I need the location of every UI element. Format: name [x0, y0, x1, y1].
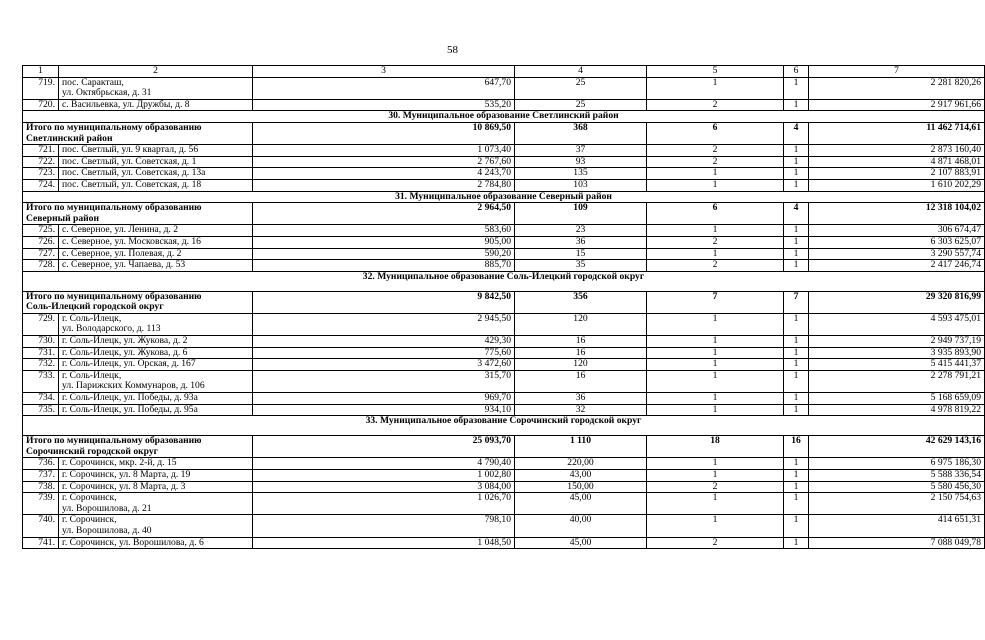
column-number-row [23, 66, 985, 78]
cell-area: 969,70 [253, 393, 515, 405]
cell-count-a: 1 [647, 370, 784, 392]
cell-row-number: 738. [23, 481, 59, 493]
table-row [23, 225, 985, 237]
cell-residents: 36 [515, 236, 647, 248]
table-row [23, 458, 985, 470]
table-row [23, 359, 985, 371]
subtotal-area: 9 842,50 [253, 291, 515, 313]
column-header-3: 3 [253, 66, 515, 78]
cell-count-a: 1 [647, 515, 784, 537]
subtotal-row [23, 436, 985, 458]
cell-address: с. Северное, ул. Московская, д. 16 [59, 236, 253, 248]
cell-count-a: 1 [647, 168, 784, 180]
cell-area: 798,10 [253, 515, 515, 537]
cell-address: с. Северное, ул. Ленина, д. 2 [59, 225, 253, 237]
subtotal-cost: 29 320 816,99 [809, 291, 985, 313]
cell-count-b: 1 [784, 336, 809, 348]
cell-cost: 4 593 475,01 [809, 313, 985, 335]
cell-residents: 150,00 [515, 481, 647, 493]
table-row [23, 493, 985, 515]
column-header-5: 5 [647, 66, 784, 78]
cell-address: г. Соль-Илецк, ул. Победы, д. 93а [59, 393, 253, 405]
cell-area: 4 243,70 [253, 168, 515, 180]
section-heading-row [23, 111, 985, 123]
table-row [23, 77, 985, 99]
subtotal-row [23, 122, 985, 144]
cell-area: 590,20 [253, 248, 515, 260]
cell-count-b: 1 [784, 359, 809, 371]
cell-area: 583,60 [253, 225, 515, 237]
cell-row-number: 722. [23, 156, 59, 168]
cell-address: пос. Светлый, ул. Советская, д. 1 [59, 156, 253, 168]
cell-row-number: 727. [23, 248, 59, 260]
cell-cost: 5 415 441,37 [809, 359, 985, 371]
cell-count-a: 1 [647, 493, 784, 515]
cell-row-number: 740. [23, 515, 59, 537]
subtotal-residents: 109 [515, 203, 647, 225]
cell-row-number: 719. [23, 77, 59, 99]
cell-count-a: 1 [647, 458, 784, 470]
cell-residents: 120 [515, 359, 647, 371]
column-header-2: 2 [59, 66, 253, 78]
table-row [23, 537, 985, 549]
cell-address: г. Сорочинск, ул. Ворошилова, д. 40 [59, 515, 253, 537]
cell-cost: 306 674,47 [809, 225, 985, 237]
cell-count-b: 1 [784, 248, 809, 260]
cell-row-number: 729. [23, 313, 59, 335]
cell-count-b: 1 [784, 493, 809, 515]
subtotal-row [23, 203, 985, 225]
cell-residents: 25 [515, 99, 647, 111]
table-row [23, 515, 985, 537]
cell-row-number: 723. [23, 168, 59, 180]
cell-address: с. Северное, ул. Чапаева, д. 53 [59, 260, 253, 272]
cell-count-b: 1 [784, 225, 809, 237]
table-row [23, 404, 985, 416]
cell-count-b: 1 [784, 537, 809, 549]
cell-area: 1 073,40 [253, 145, 515, 157]
cell-address: пос. Саракташ, ул. Октябрьская, д. 31 [59, 77, 253, 99]
section-title: 30. Муниципальное образование Светлинский район [23, 111, 985, 123]
subtotal-count-a: 18 [647, 436, 784, 458]
cell-count-a: 2 [647, 99, 784, 111]
subtotal-label: Итого по муниципальному образованию Соль-Илецкий городской округ [23, 291, 253, 313]
cell-count-a: 2 [647, 156, 784, 168]
cell-count-a: 2 [647, 481, 784, 493]
cell-cost: 4 978 819,22 [809, 404, 985, 416]
subtotal-cost: 12 318 104,02 [809, 203, 985, 225]
cell-count-b: 1 [784, 77, 809, 99]
subtotal-area: 25 093,70 [253, 436, 515, 458]
subtotal-count-b: 4 [784, 203, 809, 225]
table-row [23, 336, 985, 348]
cell-cost: 1 610 202,29 [809, 179, 985, 191]
cell-address: г. Соль-Илецк, ул. Володарского, д. 113 [59, 313, 253, 335]
cell-count-b: 1 [784, 156, 809, 168]
cell-area: 535,20 [253, 99, 515, 111]
subtotal-count-a: 7 [647, 291, 784, 313]
table-row [23, 248, 985, 260]
page-number: 58 [447, 44, 458, 56]
cell-area: 1 026,70 [253, 493, 515, 515]
cell-cost: 3 290 557,74 [809, 248, 985, 260]
cell-address: пос. Светлый, ул. 9 квартал, д. 56 [59, 145, 253, 157]
cell-count-b: 1 [784, 236, 809, 248]
cell-row-number: 724. [23, 179, 59, 191]
section-title: 33. Муниципальное образование Сорочинский городской округ [23, 416, 985, 436]
cell-count-a: 2 [647, 236, 784, 248]
subtotal-count-b: 16 [784, 436, 809, 458]
subtotal-residents: 1 110 [515, 436, 647, 458]
cell-address: г. Сорочинск, ул. Ворошилова, д. 6 [59, 537, 253, 549]
cell-count-b: 1 [784, 179, 809, 191]
cell-residents: 93 [515, 156, 647, 168]
column-header-7: 7 [809, 66, 985, 78]
cell-row-number: 737. [23, 470, 59, 482]
subtotal-label: Итого по муниципальному образованию Северный район [23, 203, 253, 225]
subtotal-area: 2 964,50 [253, 203, 515, 225]
cell-cost: 2 107 883,91 [809, 168, 985, 180]
cell-address: пос. Светлый, ул. Советская, д. 18 [59, 179, 253, 191]
cell-address: пос. Светлый, ул. Советская, д. 13а [59, 168, 253, 180]
cell-count-a: 1 [647, 313, 784, 335]
cell-address: г. Соль-Илецк, ул. Жукова, д. 6 [59, 347, 253, 359]
cell-cost: 5 168 659,09 [809, 393, 985, 405]
cell-count-a: 2 [647, 537, 784, 549]
cell-cost: 2 949 737,19 [809, 336, 985, 348]
cell-count-b: 1 [784, 313, 809, 335]
cell-count-b: 1 [784, 470, 809, 482]
cell-count-a: 1 [647, 179, 784, 191]
cell-count-b: 1 [784, 168, 809, 180]
cell-row-number: 728. [23, 260, 59, 272]
cell-count-b: 1 [784, 458, 809, 470]
cell-residents: 16 [515, 336, 647, 348]
column-header-4: 4 [515, 66, 647, 78]
cell-area: 775,60 [253, 347, 515, 359]
cell-area: 1 048,50 [253, 537, 515, 549]
subtotal-label: Итого по муниципальному образованию Светлинский район [23, 122, 253, 144]
cell-count-a: 1 [647, 347, 784, 359]
cell-cost: 2 873 160,40 [809, 145, 985, 157]
cell-row-number: 732. [23, 359, 59, 371]
cell-cost: 6 303 625,07 [809, 236, 985, 248]
cell-residents: 25 [515, 77, 647, 99]
cell-count-a: 1 [647, 336, 784, 348]
table-row [23, 393, 985, 405]
cell-row-number: 733. [23, 370, 59, 392]
table-row [23, 347, 985, 359]
cell-residents: 15 [515, 248, 647, 260]
cell-row-number: 739. [23, 493, 59, 515]
cell-count-a: 1 [647, 77, 784, 99]
section-title: 31. Муниципальное образование Северный район [23, 191, 985, 203]
cell-count-b: 1 [784, 347, 809, 359]
subtotal-residents: 368 [515, 122, 647, 144]
cell-area: 1 002,80 [253, 470, 515, 482]
subtotal-count-a: 6 [647, 122, 784, 144]
cell-count-a: 1 [647, 225, 784, 237]
cell-count-b: 1 [784, 481, 809, 493]
cell-row-number: 725. [23, 225, 59, 237]
cell-row-number: 721. [23, 145, 59, 157]
cell-residents: 135 [515, 168, 647, 180]
cell-row-number: 730. [23, 336, 59, 348]
cell-residents: 23 [515, 225, 647, 237]
cell-address: г. Сорочинск, ул. 8 Марта, д. 19 [59, 470, 253, 482]
section-heading-row [23, 416, 985, 436]
cell-residents: 16 [515, 370, 647, 392]
cell-area: 3 472,60 [253, 359, 515, 371]
section-heading-row [23, 191, 985, 203]
cell-count-a: 1 [647, 359, 784, 371]
cell-residents: 45,00 [515, 537, 647, 549]
cell-cost: 5 580 456,30 [809, 481, 985, 493]
cell-area: 2 945,50 [253, 313, 515, 335]
cell-count-a: 2 [647, 145, 784, 157]
cell-address: г. Сорочинск, ул. 8 Марта, д. 3 [59, 481, 253, 493]
cell-count-a: 1 [647, 393, 784, 405]
cell-count-a: 2 [647, 260, 784, 272]
cell-cost: 3 935 893,90 [809, 347, 985, 359]
cell-residents: 16 [515, 347, 647, 359]
table-row [23, 313, 985, 335]
cell-area: 905,00 [253, 236, 515, 248]
cell-count-b: 1 [784, 393, 809, 405]
cell-address: с. Северное, ул. Полевая, д. 2 [59, 248, 253, 260]
section-title: 32. Муниципальное образование Соль-Илецкий городской округ [23, 271, 985, 291]
table-row [23, 145, 985, 157]
cell-address: г. Соль-Илецк, ул. Парижских Коммунаров, д. 106 [59, 370, 253, 392]
cell-count-b: 1 [784, 370, 809, 392]
cell-residents: 37 [515, 145, 647, 157]
table-row [23, 99, 985, 111]
cell-address: с. Васильевка, ул. Дружбы, д. 8 [59, 99, 253, 111]
subtotal-area: 10 869,50 [253, 122, 515, 144]
cell-row-number: 720. [23, 99, 59, 111]
cell-residents: 220,00 [515, 458, 647, 470]
cell-row-number: 726. [23, 236, 59, 248]
cell-count-a: 1 [647, 404, 784, 416]
table-row [23, 260, 985, 272]
cell-area: 4 790,40 [253, 458, 515, 470]
subtotal-count-a: 6 [647, 203, 784, 225]
cell-residents: 120 [515, 313, 647, 335]
cell-cost: 6 975 186,30 [809, 458, 985, 470]
cell-cost: 414 651,31 [809, 515, 985, 537]
table-row [23, 236, 985, 248]
section-heading-row [23, 271, 985, 291]
table-row [23, 179, 985, 191]
housing-table [22, 65, 985, 549]
cell-row-number: 734. [23, 393, 59, 405]
cell-row-number: 731. [23, 347, 59, 359]
cell-residents: 40,00 [515, 515, 647, 537]
cell-area: 934,10 [253, 404, 515, 416]
cell-residents: 45,00 [515, 493, 647, 515]
cell-count-a: 1 [647, 248, 784, 260]
table-row [23, 481, 985, 493]
cell-residents: 43,00 [515, 470, 647, 482]
cell-cost: 4 871 468,01 [809, 156, 985, 168]
cell-area: 647,70 [253, 77, 515, 99]
table-row [23, 168, 985, 180]
cell-area: 429,30 [253, 336, 515, 348]
column-header-1: 1 [23, 66, 59, 78]
cell-cost: 2 150 754,63 [809, 493, 985, 515]
cell-cost: 5 588 336,54 [809, 470, 985, 482]
cell-address: г. Сорочинск, ул. Ворошилова, д. 21 [59, 493, 253, 515]
cell-area: 315,70 [253, 370, 515, 392]
cell-cost: 2 417 246,74 [809, 260, 985, 272]
column-header-6: 6 [784, 66, 809, 78]
cell-row-number: 741. [23, 537, 59, 549]
cell-row-number: 735. [23, 404, 59, 416]
subtotal-count-b: 4 [784, 122, 809, 144]
cell-address: г. Сорочинск, мкр. 2-й, д. 15 [59, 458, 253, 470]
cell-count-b: 1 [784, 515, 809, 537]
table-row [23, 370, 985, 392]
cell-cost: 2 917 961,66 [809, 99, 985, 111]
cell-residents: 103 [515, 179, 647, 191]
subtotal-cost: 42 629 143,16 [809, 436, 985, 458]
cell-count-b: 1 [784, 99, 809, 111]
table-row [23, 470, 985, 482]
subtotal-cost: 11 462 714,61 [809, 122, 985, 144]
subtotal-row [23, 291, 985, 313]
cell-count-a: 1 [647, 470, 784, 482]
cell-count-b: 1 [784, 404, 809, 416]
cell-area: 885,70 [253, 260, 515, 272]
cell-count-b: 1 [784, 145, 809, 157]
cell-area: 2 767,60 [253, 156, 515, 168]
cell-area: 3 084,00 [253, 481, 515, 493]
cell-residents: 36 [515, 393, 647, 405]
subtotal-count-b: 7 [784, 291, 809, 313]
cell-address: г. Соль-Илецк, ул. Жукова, д. 2 [59, 336, 253, 348]
subtotal-residents: 356 [515, 291, 647, 313]
cell-row-number: 736. [23, 458, 59, 470]
cell-cost: 2 278 791,21 [809, 370, 985, 392]
cell-cost: 7 088 049,78 [809, 537, 985, 549]
cell-address: г. Соль-Илецк, ул. Орская, д. 167 [59, 359, 253, 371]
cell-residents: 35 [515, 260, 647, 272]
cell-area: 2 784,80 [253, 179, 515, 191]
cell-cost: 2 281 820,26 [809, 77, 985, 99]
cell-address: г. Соль-Илецк, ул. Победы, д. 95а [59, 404, 253, 416]
cell-residents: 32 [515, 404, 647, 416]
cell-count-b: 1 [784, 260, 809, 272]
subtotal-label: Итого по муниципальному образованию Сорочинский городской округ [23, 436, 253, 458]
table-row [23, 156, 985, 168]
